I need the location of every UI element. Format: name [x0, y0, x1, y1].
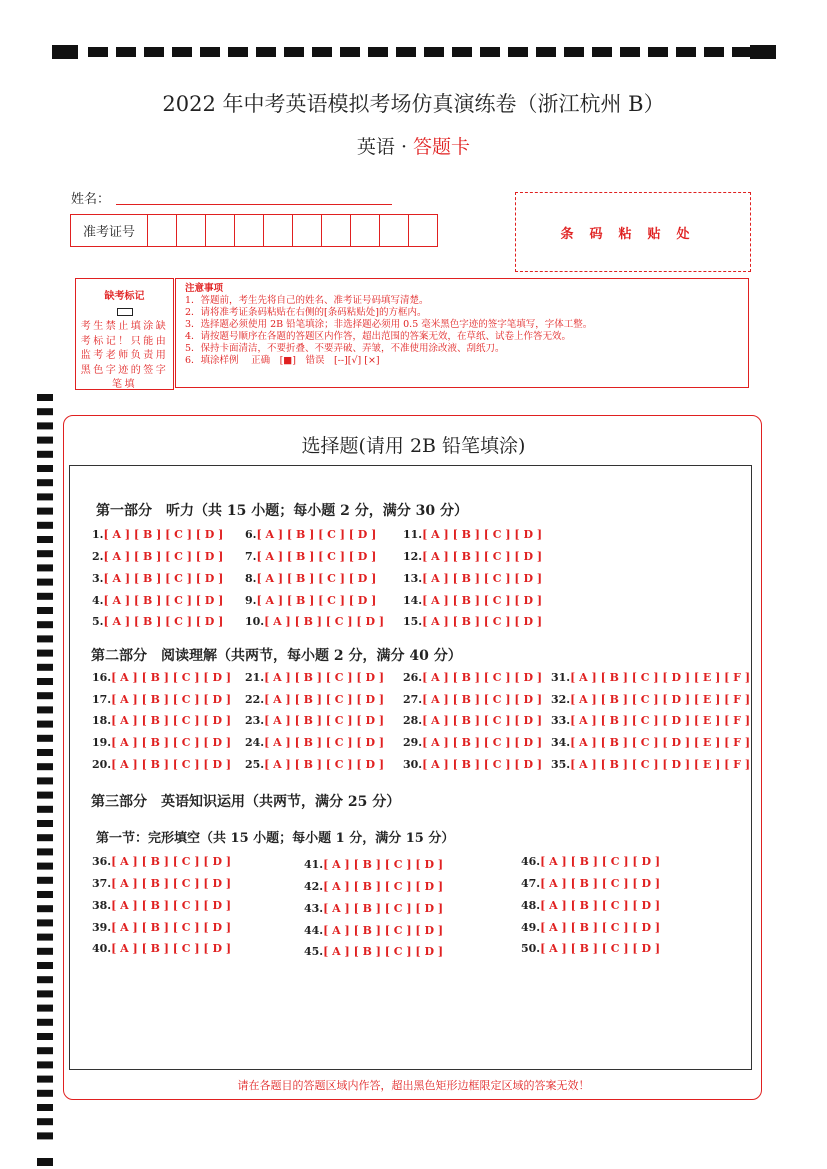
answer-options[interactable]: [ A ] [ B ] [ C ] [ D ] — [540, 899, 661, 912]
question-number: 28. — [403, 714, 423, 727]
notice-item: 6．填涂样例 正确 [■] 错误 [--][√] [×] — [185, 355, 380, 366]
timing-mark — [37, 1033, 53, 1040]
question-row[interactable] — [92, 921, 231, 934]
timing-mark — [200, 47, 220, 57]
question-number: 27. — [403, 693, 423, 706]
timing-mark — [732, 47, 752, 57]
exam-number-cell[interactable] — [148, 215, 177, 246]
answer-options[interactable]: [ A ] [ B ] [ C ] [ D ] — [323, 902, 444, 915]
answer-options[interactable]: [ A ] [ B ] [ C ] [ D ] — [422, 736, 543, 749]
question-number: 20. — [92, 758, 112, 771]
exam-number-cell[interactable] — [206, 215, 235, 246]
answer-options[interactable]: [ A ] [ B ] [ C ] [ D ] — [264, 758, 385, 771]
question-number: 26. — [403, 671, 423, 684]
timing-mark — [452, 47, 472, 57]
timing-mark — [37, 763, 53, 770]
timing-mark — [37, 621, 53, 628]
question-row[interactable] — [245, 693, 384, 706]
answer-options[interactable]: [ A ] [ B ] [ C ] [ D ] — [256, 550, 377, 563]
question-row[interactable] — [403, 693, 542, 706]
question-number: 21. — [245, 671, 265, 684]
answer-options[interactable]: [ A ] [ B ] [ C ] [ D ] — [323, 945, 444, 958]
question-number: 9. — [245, 594, 257, 607]
question-number: 10. — [245, 615, 265, 628]
timing-mark — [37, 522, 53, 529]
question-row[interactable] — [304, 858, 443, 871]
question-number: 24. — [245, 736, 265, 749]
exam-number-cell[interactable] — [351, 215, 380, 246]
question-number: 16. — [92, 671, 112, 684]
question-row[interactable] — [403, 714, 542, 727]
absent-mark-checkbox[interactable] — [117, 308, 133, 316]
answer-options[interactable]: [ A ] [ B ] [ C ] [ D ] — [422, 572, 543, 585]
timing-mark — [37, 820, 53, 827]
question-number: 37. — [92, 877, 112, 890]
question-row[interactable] — [521, 942, 660, 955]
exam-number-table — [70, 214, 438, 247]
timing-mark — [37, 1104, 53, 1111]
answer-options[interactable]: [ A ] [ B ] [ C ] [ D ] [ E ] [ F ] — [570, 671, 751, 684]
question-number: 48. — [521, 899, 541, 912]
timing-mark — [37, 692, 53, 699]
question-row[interactable] — [92, 572, 223, 585]
timing-mark — [37, 635, 53, 642]
notice-box — [175, 278, 749, 388]
question-number: 29. — [403, 736, 423, 749]
question-number: 22. — [245, 693, 265, 706]
question-number: 43. — [304, 902, 324, 915]
question-number: 44. — [304, 924, 324, 937]
answer-options[interactable]: [ A ] [ B ] [ C ] [ D ] — [111, 671, 232, 684]
question-row[interactable] — [551, 736, 750, 749]
question-number: 1. — [92, 528, 104, 541]
timing-mark — [116, 47, 136, 57]
answer-options[interactable]: [ A ] [ B ] [ C ] [ D ] — [111, 693, 232, 706]
timing-mark — [340, 47, 360, 57]
question-number: 34. — [551, 736, 571, 749]
question-row[interactable] — [403, 671, 542, 684]
question-row[interactable] — [92, 714, 231, 727]
question-row[interactable] — [403, 550, 542, 563]
answer-options[interactable]: [ A ] [ B ] [ C ] [ D ] — [111, 855, 232, 868]
answer-options[interactable]: [ A ] [ B ] [ C ] [ D ] — [264, 714, 385, 727]
question-number: 19. — [92, 736, 112, 749]
question-number: 23. — [245, 714, 265, 727]
answer-options[interactable]: [ A ] [ B ] [ C ] [ D ] — [422, 615, 543, 628]
question-row[interactable] — [403, 572, 542, 585]
page-subtitle: 英语 · 答题卡 — [356, 136, 471, 158]
timing-mark — [37, 593, 53, 600]
timing-mark — [37, 863, 53, 870]
top-timing-marks — [52, 45, 776, 59]
timing-mark — [37, 749, 53, 756]
question-number: 38. — [92, 899, 112, 912]
question-number: 11. — [403, 528, 423, 541]
answer-options[interactable]: [ A ] [ B ] [ C ] [ D ] — [103, 594, 224, 607]
timing-mark — [37, 564, 53, 571]
question-number: 45. — [304, 945, 324, 958]
question-number: 46. — [521, 855, 541, 868]
answer-options[interactable]: [ A ] [ B ] [ C ] [ D ] — [111, 877, 232, 890]
timing-mark — [172, 47, 192, 57]
exam-number-cell[interactable] — [264, 215, 293, 246]
timing-mark — [676, 47, 696, 57]
question-number: 4. — [92, 594, 104, 607]
timing-mark — [396, 47, 416, 57]
timing-mark — [37, 550, 53, 557]
answer-options[interactable]: [ A ] [ B ] [ C ] [ D ] — [422, 714, 543, 727]
question-row[interactable] — [245, 528, 376, 541]
timing-mark — [88, 47, 108, 57]
part1-heading: 第一部分 听力（共 15 小题；每小题 2 分，满分 30 分） — [96, 503, 468, 519]
question-number: 42. — [304, 880, 324, 893]
part3-heading: 第三部分 英语知识运用（共两节，满分 25 分） — [91, 794, 401, 810]
answer-options[interactable]: [ A ] [ B ] [ C ] [ D ] — [111, 758, 232, 771]
question-row[interactable] — [245, 736, 384, 749]
timing-mark — [648, 47, 668, 57]
question-row[interactable] — [92, 615, 223, 628]
answer-options[interactable]: [ A ] [ B ] [ C ] [ D ] — [323, 924, 444, 937]
question-row[interactable] — [92, 736, 231, 749]
question-row[interactable] — [551, 714, 750, 727]
answer-options[interactable]: [ A ] [ B ] [ C ] [ D ] — [111, 714, 232, 727]
answer-options[interactable]: [ A ] [ B ] [ C ] [ D ] — [540, 877, 661, 890]
answer-options[interactable]: [ A ] [ B ] [ C ] [ D ] — [256, 572, 377, 585]
timing-mark — [37, 664, 53, 671]
answer-options[interactable]: [ A ] [ B ] [ C ] [ D ] — [422, 671, 543, 684]
timing-mark — [37, 976, 53, 983]
question-row[interactable] — [245, 671, 384, 684]
exam-number-cell[interactable] — [322, 215, 351, 246]
timing-mark — [256, 47, 276, 57]
answer-options[interactable]: [ A ] [ B ] [ C ] [ D ] — [256, 528, 377, 541]
answer-options[interactable]: [ A ] [ B ] [ C ] [ D ] [ E ] [ F ] — [570, 714, 751, 727]
timing-mark — [620, 47, 640, 57]
name-field[interactable] — [116, 204, 392, 205]
question-row[interactable] — [92, 758, 231, 771]
answer-options[interactable]: [ A ] [ B ] [ C ] [ D ] — [103, 550, 224, 563]
question-row[interactable] — [92, 550, 223, 563]
timing-mark — [368, 47, 388, 57]
question-number: 12. — [403, 550, 423, 563]
absent-mark-text: 考生禁止填涂缺考标记！只能由监考老师负责用黑色字迹的签字笔填 — [80, 321, 169, 390]
question-number: 17. — [92, 693, 112, 706]
question-number: 8. — [245, 572, 257, 585]
answer-options[interactable]: [ A ] [ B ] [ C ] [ D ] — [103, 528, 224, 541]
absent-mark-box — [75, 278, 174, 390]
question-number: 49. — [521, 921, 541, 934]
timing-mark — [37, 607, 53, 614]
timing-mark — [228, 47, 248, 57]
question-number: 32. — [551, 693, 571, 706]
timing-mark — [704, 47, 724, 57]
timing-mark — [37, 735, 53, 742]
exam-number-cell[interactable] — [380, 215, 409, 246]
left-timing-marks — [37, 394, 53, 1144]
timing-mark — [37, 422, 53, 429]
timing-mark — [37, 777, 53, 784]
timing-mark — [37, 792, 53, 799]
timing-mark — [37, 1005, 53, 1012]
notice-item: 1．答题前，考生先将自己的姓名、准考证号码填写清楚。 — [185, 295, 429, 306]
answer-options[interactable]: [ A ] [ B ] [ C ] [ D ] — [111, 899, 232, 912]
timing-mark — [312, 47, 332, 57]
answer-options[interactable]: [ A ] [ B ] [ C ] [ D ] — [264, 615, 385, 628]
answer-options[interactable]: [ A ] [ B ] [ C ] [ D ] — [422, 693, 543, 706]
answer-options[interactable]: [ A ] [ B ] [ C ] [ D ] — [422, 758, 543, 771]
exam-number-cell[interactable] — [235, 215, 264, 246]
part2-heading: 第二部分 阅读理解（共两节，每小题 2 分，满分 40 分） — [91, 648, 462, 664]
question-row[interactable] — [521, 877, 660, 890]
timing-mark — [37, 706, 53, 713]
timing-mark — [37, 394, 53, 401]
question-row[interactable] — [304, 880, 443, 893]
timing-mark — [37, 1047, 53, 1054]
timing-mark — [37, 1132, 53, 1139]
timing-mark — [480, 47, 500, 57]
timing-mark — [37, 721, 53, 728]
question-number: 35. — [551, 758, 571, 771]
timing-mark — [37, 408, 53, 415]
timing-mark — [424, 47, 444, 57]
question-number: 3. — [92, 572, 104, 585]
notice-item: 5．保持卡面清洁，不要折叠、不要弄破、弄皱，不准使用涂改液、刮纸刀。 — [185, 343, 505, 354]
answer-options[interactable]: [ A ] [ B ] [ C ] [ D ] — [103, 615, 224, 628]
answer-options[interactable]: [ A ] [ B ] [ C ] [ D ] — [323, 858, 444, 871]
notice-item: 4．请按题号顺序在各题的答题区内作答，超出范围的答案无效，在草纸、试卷上作答无效。 — [185, 331, 572, 342]
timing-mark — [37, 479, 53, 486]
section-title: 选择题(请用 2B 铅笔填涂) — [301, 435, 526, 457]
answer-options[interactable]: [ A ] [ B ] [ C ] [ D ] — [103, 572, 224, 585]
question-row[interactable] — [551, 671, 750, 684]
timing-mark — [284, 47, 304, 57]
timing-mark — [37, 891, 53, 898]
timing-mark — [37, 962, 53, 969]
bottom-timing-mark — [37, 1158, 53, 1166]
question-row[interactable] — [245, 550, 376, 563]
answer-options[interactable]: [ A ] [ B ] [ C ] [ D ] — [111, 736, 232, 749]
question-row[interactable] — [92, 693, 231, 706]
part3-sub-heading: 第一节：完形填空（共 15 小题；每小题 1 分，满分 15 分） — [96, 831, 455, 846]
question-number: 31. — [551, 671, 571, 684]
question-row[interactable] — [92, 899, 231, 912]
answer-options[interactable]: [ A ] [ B ] [ C ] [ D ] — [422, 594, 543, 607]
notice-title: 注意事项 — [185, 283, 224, 294]
question-row[interactable] — [403, 736, 542, 749]
answer-options[interactable]: [ A ] [ B ] [ C ] [ D ] — [111, 921, 232, 934]
timing-mark — [37, 919, 53, 926]
answer-options[interactable]: [ A ] [ B ] [ C ] [ D ] — [422, 528, 543, 541]
timing-mark — [37, 678, 53, 685]
answer-options[interactable]: [ A ] [ B ] [ C ] [ D ] [ E ] [ F ] — [570, 736, 751, 749]
question-row[interactable] — [245, 714, 384, 727]
timing-mark — [37, 877, 53, 884]
answer-options[interactable]: [ A ] [ B ] [ C ] [ D ] — [264, 693, 385, 706]
question-number: 30. — [403, 758, 423, 771]
answer-options[interactable]: [ A ] [ B ] [ C ] [ D ] — [422, 550, 543, 563]
notice-item: 2．请将准考证条码粘贴在右侧的[条码粘贴处]的方框内。 — [185, 307, 427, 318]
question-number: 41. — [304, 858, 324, 871]
barcode-area: 条码粘贴处 — [515, 192, 751, 272]
question-number: 7. — [245, 550, 257, 563]
question-number: 2. — [92, 550, 104, 563]
question-row[interactable] — [92, 877, 231, 890]
question-row[interactable] — [403, 528, 542, 541]
answer-options[interactable]: [ A ] [ B ] [ C ] [ D ] — [264, 736, 385, 749]
question-row[interactable] — [551, 693, 750, 706]
timing-mark — [536, 47, 556, 57]
question-number: 40. — [92, 942, 112, 955]
question-row[interactable] — [245, 572, 376, 585]
question-row[interactable] — [304, 902, 443, 915]
answer-options[interactable]: [ A ] [ B ] [ C ] [ D ] [ E ] [ F ] — [570, 693, 751, 706]
answer-options[interactable]: [ A ] [ B ] [ C ] [ D ] — [540, 942, 661, 955]
question-row[interactable] — [92, 594, 223, 607]
timing-mark — [52, 45, 78, 59]
question-row[interactable] — [92, 942, 231, 955]
question-row[interactable] — [245, 594, 376, 607]
timing-mark — [37, 905, 53, 912]
question-row[interactable] — [304, 945, 443, 958]
timing-mark — [37, 1061, 53, 1068]
question-row[interactable] — [92, 855, 231, 868]
question-row[interactable] — [304, 924, 443, 937]
question-number: 6. — [245, 528, 257, 541]
question-number: 13. — [403, 572, 423, 585]
timing-mark — [37, 650, 53, 657]
timing-mark — [37, 848, 53, 855]
timing-mark — [37, 465, 53, 472]
question-row[interactable] — [521, 855, 660, 868]
question-row[interactable] — [521, 921, 660, 934]
question-number: 36. — [92, 855, 112, 868]
question-number: 39. — [92, 921, 112, 934]
timing-mark — [37, 1118, 53, 1125]
question-row[interactable] — [521, 899, 660, 912]
answer-options[interactable]: [ A ] [ B ] [ C ] [ D ] — [264, 671, 385, 684]
name-label: 姓名： — [71, 192, 111, 207]
answer-options[interactable]: [ A ] [ B ] [ C ] [ D ] — [323, 880, 444, 893]
timing-mark — [37, 493, 53, 500]
timing-mark — [37, 834, 53, 841]
question-number: 33. — [551, 714, 571, 727]
answer-options[interactable]: [ A ] [ B ] [ C ] [ D ] — [111, 942, 232, 955]
question-row[interactable] — [92, 671, 231, 684]
question-number: 5. — [92, 615, 104, 628]
answer-options[interactable]: [ A ] [ B ] [ C ] [ D ] — [540, 921, 661, 934]
timing-mark — [37, 508, 53, 515]
answer-options[interactable]: [ A ] [ B ] [ C ] [ D ] — [256, 594, 377, 607]
question-row[interactable] — [551, 758, 750, 771]
question-number: 47. — [521, 877, 541, 890]
timing-mark — [37, 948, 53, 955]
question-row[interactable] — [403, 758, 542, 771]
footer-warning: 请在各题目的答题区域内作答，超出黑色矩形边框限定区域的答案无效！ — [237, 1079, 590, 1092]
exam-number-cell[interactable] — [177, 215, 206, 246]
question-number: 14. — [403, 594, 423, 607]
answer-options[interactable]: [ A ] [ B ] [ C ] [ D ] — [540, 855, 661, 868]
page-title: 2022 年中考英语模拟考场仿真演练卷（浙江杭州 B） — [162, 92, 665, 116]
question-row[interactable] — [403, 615, 542, 628]
question-number: 25. — [245, 758, 265, 771]
absent-mark-title: 缺考标记 — [104, 291, 145, 302]
question-row[interactable] — [245, 758, 384, 771]
question-row[interactable] — [245, 615, 384, 628]
timing-mark — [564, 47, 584, 57]
question-number: 15. — [403, 615, 423, 628]
timing-mark — [37, 1019, 53, 1026]
timing-mark — [37, 536, 53, 543]
notice-item: 3．选择题必须使用 2B 铅笔填涂；非选择题必须用 0.5 毫米黑色字迹的签字笔填写，字体工整。 — [185, 319, 593, 330]
timing-mark — [750, 45, 776, 59]
timing-mark — [37, 806, 53, 813]
answer-options[interactable]: [ A ] [ B ] [ C ] [ D ] [ E ] [ F ] — [570, 758, 751, 771]
question-number: 18. — [92, 714, 112, 727]
timing-mark — [37, 934, 53, 941]
timing-mark — [37, 990, 53, 997]
question-number: 50. — [521, 942, 541, 955]
timing-mark — [508, 47, 528, 57]
timing-mark — [592, 47, 612, 57]
question-row[interactable] — [92, 528, 223, 541]
timing-mark — [37, 579, 53, 586]
exam-number-label: 准考证号 — [71, 215, 148, 246]
exam-number-cell[interactable] — [409, 215, 437, 246]
timing-mark — [144, 47, 164, 57]
question-row[interactable] — [403, 594, 542, 607]
exam-number-cell[interactable] — [293, 215, 322, 246]
